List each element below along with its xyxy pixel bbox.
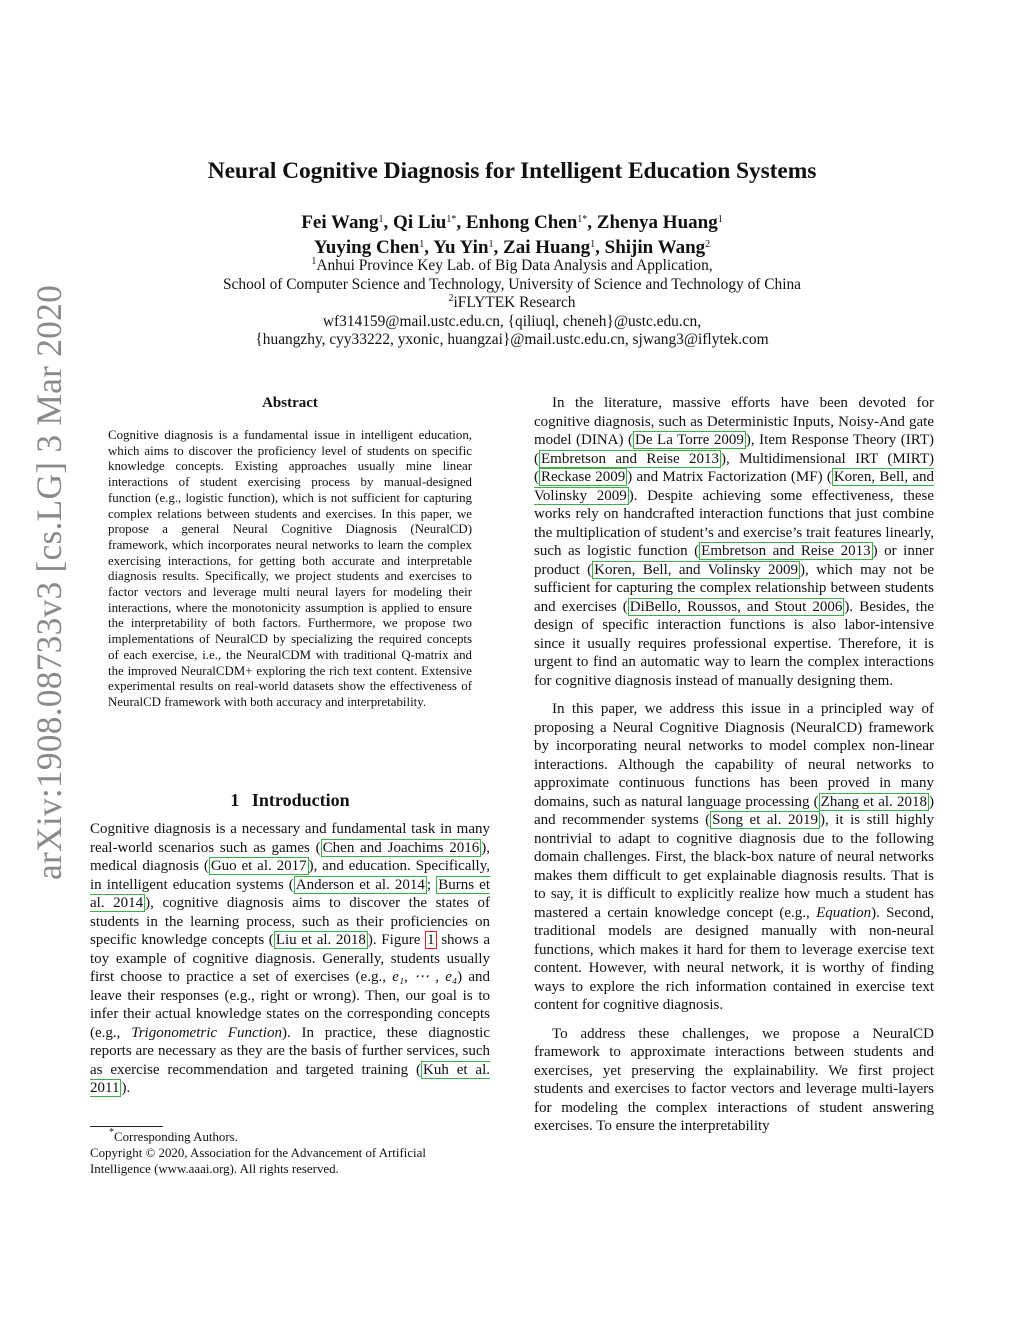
author-line-2: Yuying Chen$^1$, Yu Yin$^1$, Zai Huang$^1$, Shijin Wang$^2$ xyxy=(313,237,711,258)
body-paragraph: In the literature, massive efforts have been devoted for cognitive diagnosis, such as Deterministic Inputs, Noisy-And gate model (DINA) ( De La Torre 2009 ), Item Response Theory (IRT) ( Embretson and Reise 2013 ), Multidimensional IRT (MIRT) ( Reckase 2009 ) and Matrix Factorization (MF) ( Koren, Bell, and Volinsky 2009 ). Despite achieving some effectiveness, these works rely on handcrafted interaction functions that just combine the multiplication of student’s and exercise’s trait features linearly, such as logistic function ( Embretson and Reise 2013 ) or inner product ( Koren, Bell, and Volinsky 2009 ), which may not be sufficient for capturing the complex relationship between students and exercises ( DiBello, Roussos, and Stout 2006 ). Besides, the design of specific interaction functions is also labor-intensive since it usually requires professional expertise. Therefore, it is urgent to find an automatic way to learn the complex interactions for cognitive diagnosis instead of manually designing them. xyxy=(534,395,935,689)
citation-link[interactable]: Liu et al. 2018 xyxy=(275,932,366,948)
citation-link[interactable]: Kuh et al. 2011 xyxy=(90,1061,490,1096)
citation-link[interactable]: DiBello, Roussos, and Stout 2006 xyxy=(629,598,843,615)
copyright-line: Copyright © 2020, Association for the Advancement of Artificial xyxy=(90,1145,426,1160)
author-name: Enhong Chen xyxy=(465,212,578,233)
affiliation-line: School of Computer Science and Technology, University of Science and Technology of China xyxy=(223,275,801,293)
affiliation-line: $^1$Anhui Province Key Lab. of Big Data Analysis and Application, xyxy=(311,256,713,274)
abstract-body: Cognitive diagnosis is a fundamental issue in intelligent education, which aims to discover the proficiency level of students on specific knowledge concepts. Existing approaches usually mine linear interactions of student exercising process by manual-designed function (e.g., logistic function), which is not sufficient for capturing complex relations between students and exercises. In this paper, we propose a general Neural Cognitive Diagnosis (NeuralCD) framework, which incorporates neural networks to learn the complex exercising interactions, for getting both accurate and interpretable diagnosis results. Specifically, we project students and exercises to factor vectors and leverage multi neural layers for modeling their interactions, where the monotonicity assumption is applied to ensure the interpretability of both factors. Furthermore, we propose two implementations of NeuralCD by specializing the required concepts of each exercise, i.e., the NeuralCDM with traditional Q-matrix and the improved NeuralCDM+ exploring the rich text content. Extensive experimental results on real-world datasets show the effectiveness of NeuralCD framework with both accuracy and interpretability. xyxy=(108,428,472,709)
email-line: wf314159@mail.ustc.edu.cn, {qiliuql, cheneh}@ustc.edu.cn, xyxy=(322,312,702,330)
emphasis: Trigonometric Function xyxy=(131,1024,282,1041)
paper-title: Neural Cognitive Diagnosis for Intelligent Education Systems xyxy=(207,158,817,184)
citation-link[interactable]: De La Torre 2009 xyxy=(635,432,744,448)
section-heading-introduction: 1 Introduction xyxy=(230,790,350,810)
affiliation-line: $^2$iFLYTEK Research xyxy=(448,293,576,311)
author-name: Zai Huang xyxy=(503,237,591,258)
citation-link[interactable]: Zhang et al. 2018 xyxy=(820,793,927,810)
author-name: Yu Yin xyxy=(433,237,489,258)
citation-link[interactable]: Koren, Bell, and Volinsky 2009 xyxy=(594,561,799,578)
affiliation-block xyxy=(0,257,1024,350)
figure-reference-link[interactable]: 1 xyxy=(427,932,435,948)
footnote-block xyxy=(90,1127,490,1177)
arxiv-sidebar-id: arXiv:1908.08733v3 [cs.LG] 3 Mar 2020 xyxy=(29,284,69,880)
body-paragraph: In this paper, we address this issue in a principled way of proposing a Neural Cognitive Diagnosis (NeuralCD) framework by incorporating neural networks to model complex non-linear interactions. Although the capability of neural networks to approximate continuous functions has been proved in many domains, such as natural language processing ( Zhang et al. 2018 ) and recommender systems ( Song et al. 2019 ), it is still highly nontrivial to adapt to cognitive diagnosis due to the following domain challenges. First, the black-box nature of neural networks makes them difficult to get explainable diagnosis results. That is to say, it is difficult to explicitly realize how much a student has mastered a certain knowledge concept (e.g., Equation). Second, traditional models are designed manually with non-neural functions, which makes it hard for them to leverage exercise text content. However, with neural network, it is worthy of finding ways to explore the rich information contained in exercise text content for cognitive diagnosis. xyxy=(534,701,934,1013)
author-name: Fei Wang xyxy=(301,212,379,233)
citation-link[interactable]: Song et al. 2019 xyxy=(712,812,818,828)
citation-link[interactable]: Chen and Joachims 2016 xyxy=(322,839,480,856)
abstract-heading: Abstract xyxy=(262,395,318,411)
author-name: Yuying Chen xyxy=(313,237,420,258)
citation-link[interactable]: Embretson and Reise 2013 xyxy=(701,543,871,559)
introduction-paragraph: Cognitive diagnosis is a necessary and fundamental task in many real-world scenarios such as games ( Chen and Joachims 2016 ), medical diagnosis ( Guo et al. 2017 ), and education. Specifically, in intelligent education systems ( Anderson et al. 2014 ; Burns et al. 2014 ), cognitive diagnosis aims to discover the states of students in the learning process, such as their proficiencies on specific knowledge concepts ( Liu et al. 2018 ). Figure 1 shows a toy example of cognitive diagnosis. Generally, students usually first choose to practice a set of exercises (e.g., e₁, ⋯ , e₄) and leave their responses (e.g., right or wrong). Then, our goal is to infer their actual knowledge states on the corresponding concepts (e.g., Trigonometric Function). In practice, these diagnostic reports are necessary as they are the basis of further services, such as exercise recommendation and targeted training ( Kuh et al. 2011 ). xyxy=(90,821,491,1096)
author-name: Zhenya Huang xyxy=(596,212,718,233)
copyright-line: Intelligence (www.aaai.org). All rights reserved. xyxy=(90,1161,339,1176)
right-column xyxy=(534,394,934,1146)
author-name: Shijin Wang xyxy=(604,237,706,258)
citation-link[interactable]: Embretson and Reise 2013 xyxy=(541,450,719,467)
citation-link[interactable]: Reckase 2009 xyxy=(541,469,626,485)
body-paragraph: To address these challenges, we propose a NeuralCD framework to approximate interactions between students and exercises, yet preserving the explainability. We first project students and exercises to factor vectors and leverage multi-layers for modeling the complex interactions of student answering exercises. To ensure the interpretability xyxy=(534,1025,934,1134)
footnote-rule xyxy=(90,1126,163,1127)
author-block xyxy=(0,210,1024,260)
citation-link[interactable]: Koren, Bell, and Volinsky 2009 xyxy=(534,469,935,504)
citation-link[interactable]: Burns et al. 2014 xyxy=(90,876,490,911)
footnote-corresponding: *Corresponding Authors. xyxy=(109,1127,238,1144)
citation-link[interactable]: Anderson et al. 2014 xyxy=(295,876,425,893)
citation-link[interactable]: Guo et al. 2017 xyxy=(210,858,307,874)
email-line: {huangzhy, cyy33222, yxonic, huangzai}@mail.ustc.edu.cn, sjwang3@iflytek.com xyxy=(255,331,769,348)
author-name: Qi Liu xyxy=(393,212,447,233)
math-expression: e₁, ⋯ , e₄ xyxy=(392,969,458,985)
emphasis: Equation xyxy=(816,904,872,921)
author-line-1: Fei Wang$^1$, Qi Liu$^{1*}$, Enhong Chen$^{1*}$, Zhenya Huang$^1$ xyxy=(301,212,723,233)
